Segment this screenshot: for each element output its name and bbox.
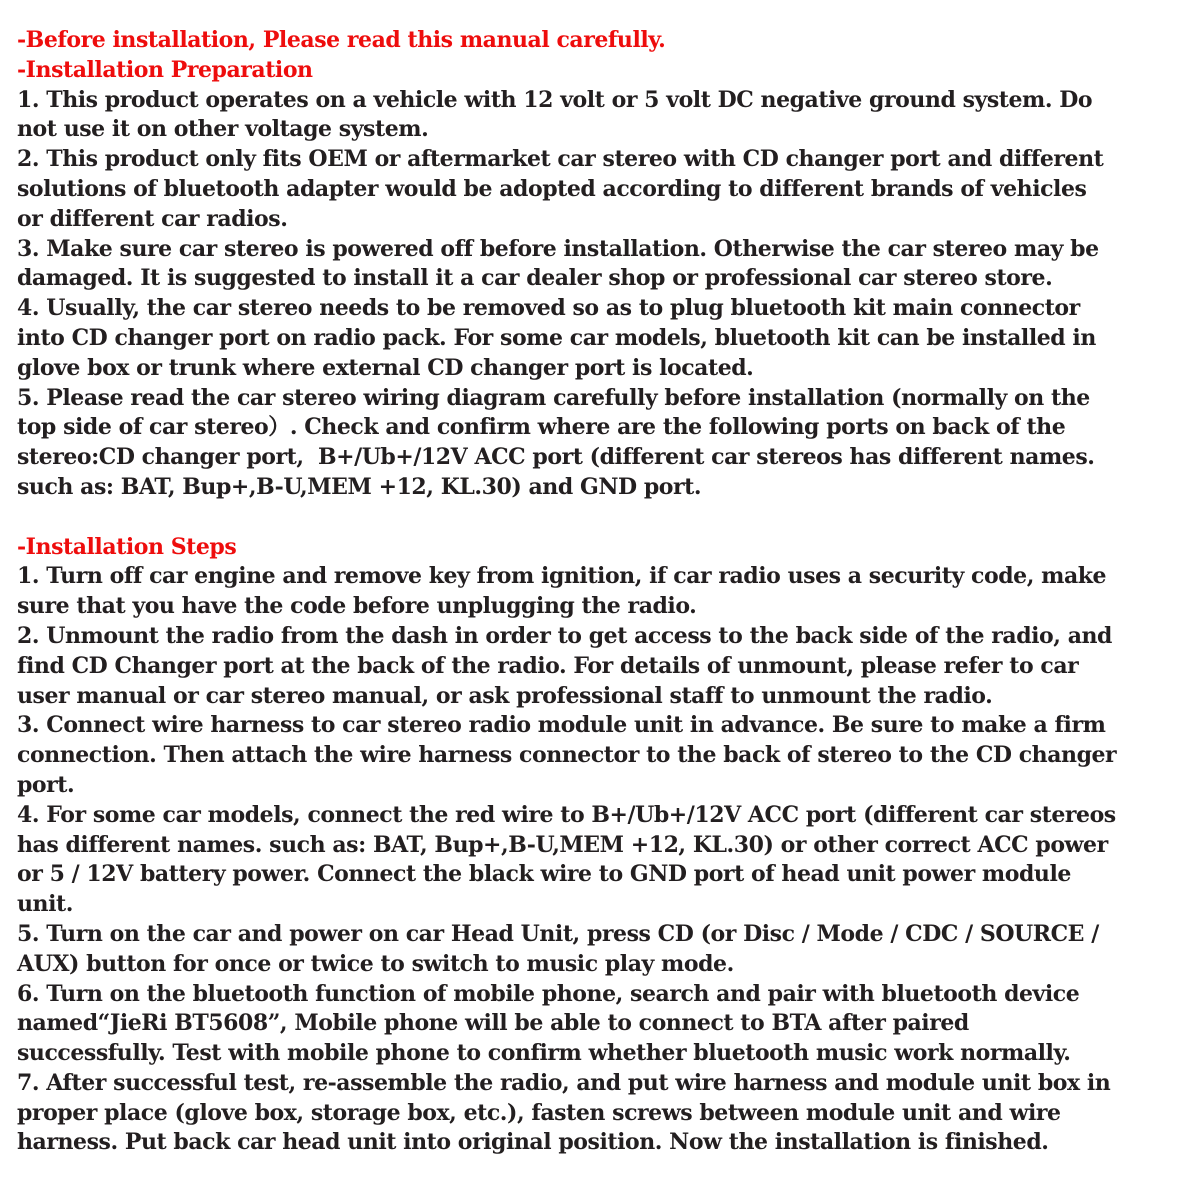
paragraph-line: successfully. Test with mobile phone to confirm whether bluetooth music work normally. (17, 1040, 1071, 1067)
paragraph-line: stereo:CD changer port, B+/Ub+/12V ACC port (different car stereos has different names. (17, 444, 1095, 471)
paragraph-line: 5. Turn on the car and power on car Head Unit, press CD (or Disc / Mode / CDC / SOURCE / (17, 920, 1099, 947)
paragraph-line: proper place (glove box, storage box, etc.), fasten screws between module unit and wire (17, 1099, 1061, 1126)
paragraph-line: solutions of bluetooth adapter would be adopted according to different brands of vehicles (17, 175, 1087, 202)
paragraph-line: not use it on other voltage system. (17, 116, 429, 143)
paragraph (17, 562, 1186, 622)
paragraph (17, 920, 1186, 980)
paragraph-line: or different car radios. (17, 205, 288, 232)
paragraph-line: 3. Connect wire harness to car stereo radio module unit in advance. Be sure to make a firm (17, 712, 1106, 739)
paragraph-line: damaged. It is suggested to install it a car dealer shop or professional car stereo store. (17, 265, 1053, 292)
paragraph-line: has different names. such as: BAT, Bup+,B-U,MEM +12, KL.30) or other correct ACC power (17, 831, 1108, 858)
paragraph-line: harness. Put back car head unit into original position. Now the installation is finished. (17, 1129, 1049, 1156)
notice-heading: -Before installation, Please read this manual carefully. (17, 27, 666, 53)
paragraph-line: 1. Turn off car engine and remove key from ignition, if car radio uses a security code, make (17, 563, 1107, 590)
paragraph-line: sure that you have the code before unplugging the radio. (17, 593, 697, 620)
paragraph-line: such as: BAT, Bup+,B-U,MEM +12, KL.30) and GND port. (17, 473, 702, 500)
paragraph-line: connection. Then attach the wire harness connector to the back of stereo to the CD changer (17, 742, 1117, 769)
paragraph-line: 4. Usually, the car stereo needs to be removed so as to plug bluetooth kit main connector (17, 295, 1080, 322)
paragraph-line: unit. (17, 891, 73, 918)
paragraph-line: glove box or trunk where external CD changer port is located. (17, 354, 754, 381)
paragraph-line: 4. For some car models, connect the red wire to B+/Ub+/12V ACC port (different car stereos (17, 801, 1116, 828)
paragraph-line: 1. This product operates on a vehicle with 12 volt or 5 volt DC negative ground system. Do (17, 86, 1093, 113)
sections-container (17, 56, 1186, 1158)
paragraph (17, 235, 1186, 295)
paragraph (17, 711, 1186, 800)
paragraph-line: 5. Please read the car stereo wiring diagram carefully before installation (normally on the (17, 384, 1090, 411)
paragraph (17, 622, 1186, 711)
paragraph (17, 86, 1186, 146)
section-heading: -Installation Preparation (17, 56, 313, 83)
paragraph-line: find CD Changer port at the back of the radio. For details of unmount, please refer to car (17, 652, 1079, 679)
paragraph-line: named“JieRi BT5608”, Mobile phone will be able to connect to BTA after paired (17, 1010, 969, 1037)
paragraph-line: top side of car stereo）. Check and confirm where are the following ports on back of the (17, 414, 1066, 441)
paragraph-line: or 5 / 12V battery power. Connect the black wire to GND port of head unit power module (17, 861, 1071, 888)
paragraph-line: into CD changer port on radio pack. For some car models, bluetooth kit can be installed in (17, 324, 1096, 351)
paragraph-line: 3. Make sure car stereo is powered off before installation. Otherwise the car stereo may be (17, 235, 1099, 262)
paragraph (17, 980, 1186, 1069)
paragraph-line: AUX) button for once or twice to switch to music play mode. (17, 950, 734, 977)
paragraph-line: 6. Turn on the bluetooth function of mobile phone, search and pair with bluetooth device (17, 980, 1080, 1007)
section-heading: -Installation Steps (17, 533, 237, 560)
paragraph (17, 145, 1186, 234)
paragraph-line: port. (17, 771, 75, 798)
paragraph (17, 801, 1186, 920)
paragraph-line: 2. This product only fits OEM or aftermarket car stereo with CD changer port and different (17, 146, 1104, 173)
paragraph (17, 1069, 1186, 1158)
paragraph (17, 294, 1186, 383)
paragraph-line: user manual or car stereo manual, or ask professional staff to unmount the radio. (17, 682, 993, 709)
paragraph (17, 384, 1186, 503)
paragraph-line: 2. Unmount the radio from the dash in order to get access to the back side of the radio, and (17, 622, 1112, 649)
paragraph-line: 7. After successful test, re-assemble the radio, and put wire harness and module unit box in (17, 1069, 1111, 1096)
